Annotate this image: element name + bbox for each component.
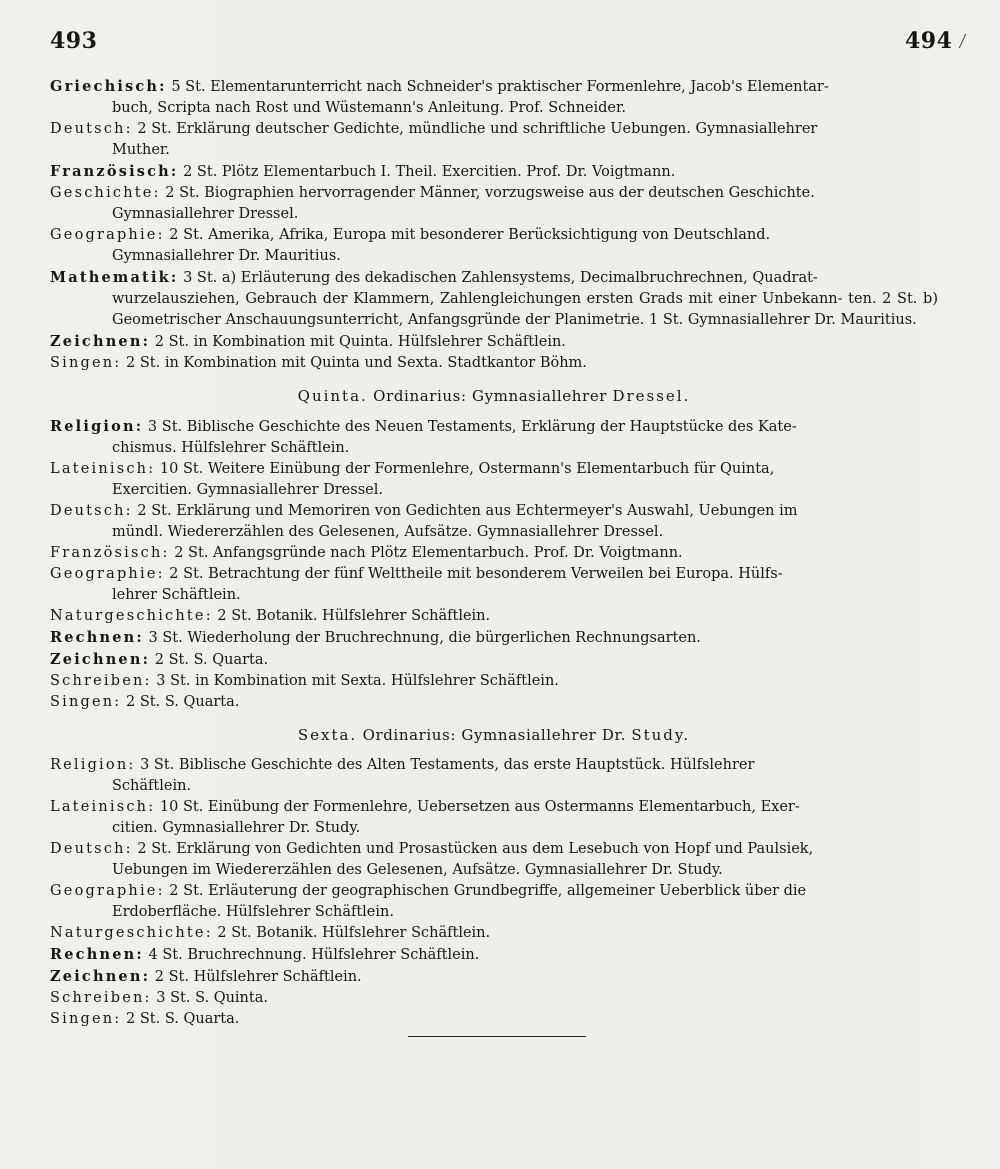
subject-description-continued: Gymnasiallehrer Dr. Mauritius. — [112, 248, 341, 264]
subject-description: 2 St. Erklärung und Memoriren von Gedichten aus Echtermeyer's Auswahl, Uebungen im — [137, 503, 798, 519]
subject-label: Deutsch: — [50, 503, 133, 519]
subject-entry — [50, 988, 938, 1009]
subject-label: Rechnen: — [50, 946, 144, 963]
subject-entry — [50, 331, 938, 353]
subject-description: 3 St. S. Quinta. — [156, 990, 268, 1006]
subject-entry — [50, 966, 938, 988]
subject-label: Geographie: — [50, 227, 165, 243]
subject-entry — [50, 881, 938, 923]
ordinarius-label: Ordinarius: Gymnasiallehrer Dr. — [362, 726, 626, 744]
subject-description: 5 St. Elementarunterricht nach Schneider's praktischer Formenlehre, Jacob's Elementar- — [171, 79, 829, 95]
subject-description: 2 St. Erklärung deutscher Gedichte, mündliche und schriftliche Uebungen. Gymnasiallehrer — [137, 121, 818, 137]
subject-entry — [50, 606, 938, 627]
subject-description: 10 St. Weitere Einübung der Formenlehre, Ostermann's Elementarbuch für Quinta, — [159, 461, 775, 477]
subject-entry — [50, 459, 938, 501]
subject-description-continued: mündl. Wiedererzählen des Gelesenen, Aufsätze. Gymnasiallehrer Dressel. — [112, 524, 664, 540]
subject-entry — [50, 543, 938, 564]
subject-entry — [50, 692, 938, 713]
class-heading — [50, 384, 938, 408]
subject-description-continued: wurzelausziehen, Gebrauch der Klammern, Zahlengleichungen ersten Grads mit einer Unbekann- ten. 2 St. b) Geometrischer Anschauungsunterricht, Anfangsgründe der Planimetrie. 1 St. Gymnasiallehrer Dr. Mauritius. — [112, 291, 938, 328]
subject-entry — [50, 267, 938, 331]
subject-label: Naturgeschichte: — [50, 925, 213, 941]
footer-rule — [408, 1036, 586, 1037]
subject-description: 2 St. in Kombination mit Quinta. Hülfslehrer Schäftlein. — [154, 334, 566, 350]
subject-entry — [50, 501, 938, 543]
subject-description-continued: Muther. — [112, 142, 170, 158]
subject-description: 2 St. Plötz Elementarbuch I. Theil. Exercitien. Prof. Dr. Voigtmann. — [183, 164, 676, 180]
subject-description: 2 St. S. Quarta. — [154, 652, 269, 668]
subject-description-continued: Schäftlein. — [112, 778, 192, 794]
subject-description: 3 St. in Kombination mit Sexta. Hülfslehrer Schäftlein. — [156, 673, 559, 689]
subject-entry — [50, 76, 938, 119]
subject-description: 2 St. Anfangsgründe nach Plötz Elementarbuch. Prof. Dr. Voigtmann. — [174, 545, 683, 561]
subject-label: Deutsch: — [50, 841, 133, 857]
subject-entry — [50, 944, 938, 966]
page-number-right: 494 — [905, 28, 953, 54]
subject-label: Deutsch: — [50, 121, 133, 137]
class-name: Sexta. — [297, 726, 358, 744]
subject-description: 2 St. Botanik. Hülfslehrer Schäftlein. — [217, 608, 491, 624]
subject-label: Griechisch: — [50, 78, 167, 95]
subject-description: 3 St. Biblische Geschichte des Alten Testaments, das erste Hauptstück. Hülfslehrer — [140, 757, 755, 773]
subject-description-continued: Uebungen im Wiedererzählen des Gelesenen, Aufsätze. Gymnasiallehrer Dr. Study. — [112, 862, 723, 878]
subject-description: 2 St. Erklärung von Gedichten und Prosastücken aus dem Lesebuch von Hopf und Paulsiek, — [137, 841, 814, 857]
subject-entry — [50, 755, 938, 797]
subject-description-continued: Erdoberfläche. Hülfslehrer Schäftlein. — [112, 904, 394, 920]
subject-label: Französisch: — [50, 163, 179, 180]
margin-mark — [959, 34, 975, 48]
subject-entry — [50, 1009, 938, 1030]
subject-description: 2 St. in Kombination mit Quinta und Sexta. Stadtkantor Böhm. — [126, 355, 587, 371]
subject-description-continued: Gymnasiallehrer Dressel. — [112, 206, 299, 222]
subject-label: Geschichte: — [50, 185, 161, 201]
subject-description: 3 St. Wiederholung der Bruchrechnung, die bürgerlichen Rechnungsarten. — [148, 630, 701, 646]
subject-description-continued: Exercitien. Gymnasiallehrer Dressel. — [112, 482, 383, 498]
subject-description: 2 St. Biographien hervorragender Männer, vorzugsweise aus der deutschen Geschichte. — [165, 185, 815, 201]
subject-description: 2 St. Amerika, Afrika, Europa mit besonderer Berücksichtigung von Deutschland. — [169, 227, 771, 243]
page-number-left: 493 — [50, 28, 98, 54]
subject-label: Zeichnen: — [50, 651, 151, 668]
ordinarius-label: Ordinarius: Gymnasiallehrer — [373, 387, 608, 405]
subject-label: Französisch: — [50, 545, 170, 561]
subject-label: Singen: — [50, 1011, 122, 1027]
subject-entry — [50, 671, 938, 692]
subject-description: 3 St. a) Erläuterung des dekadischen Zahlensystems, Decimalbruchrechnen, Quadrat- — [183, 270, 818, 286]
subject-label: Zeichnen: — [50, 333, 151, 350]
subject-description: 2 St. Erläuterung der geographischen Grundbegriffe, allgemeiner Ueberblick über die — [169, 883, 807, 899]
subject-label: Singen: — [50, 694, 122, 710]
lesson-plan-text — [50, 76, 938, 1030]
subject-description-continued: lehrer Schäftlein. — [112, 587, 241, 603]
subject-entry — [50, 416, 938, 459]
subject-description: 2 St. Hülfslehrer Schäftlein. — [154, 969, 362, 985]
subject-description-continued: citien. Gymnasiallehrer Dr. Study. — [112, 820, 361, 836]
subject-description-continued: buch, Scripta nach Rost und Wüstemann's Anleitung. Prof. Schneider. — [112, 100, 626, 116]
subject-description: 4 St. Bruchrechnung. Hülfslehrer Schäftlein. — [148, 947, 480, 963]
subject-label: Geographie: — [50, 883, 165, 899]
subject-entry — [50, 353, 938, 374]
ordinarius-name: Study. — [631, 726, 691, 744]
subject-label: Zeichnen: — [50, 968, 151, 985]
subject-entry — [50, 225, 938, 267]
subject-description: 3 St. Biblische Geschichte des Neuen Testaments, Erklärung der Hauptstücke des Kate- — [147, 419, 797, 435]
subject-label: Religion: — [50, 757, 136, 773]
subject-description: 2 St. S. Quarta. — [126, 694, 240, 710]
subject-entry — [50, 923, 938, 944]
subject-label: Religion: — [50, 418, 144, 435]
subject-entry — [50, 161, 938, 183]
subject-label: Schreiben: — [50, 990, 152, 1006]
subject-entry — [50, 183, 938, 225]
subject-entry — [50, 797, 938, 839]
subject-description: 2 St. S. Quarta. — [126, 1011, 240, 1027]
subject-entry — [50, 564, 938, 606]
subject-label: Lateinisch: — [50, 461, 156, 477]
class-name: Quinta. — [297, 387, 368, 405]
subject-label: Schreiben: — [50, 673, 152, 689]
subject-label: Naturgeschichte: — [50, 608, 213, 624]
subject-entry — [50, 119, 938, 161]
subject-description-continued: chismus. Hülfslehrer Schäftlein. — [112, 440, 350, 456]
class-heading — [50, 723, 938, 747]
subject-label: Lateinisch: — [50, 799, 156, 815]
subject-description: 2 St. Botanik. Hülfslehrer Schäftlein. — [217, 925, 491, 941]
subject-description: 10 St. Einübung der Formenlehre, Uebersetzen aus Ostermanns Elementarbuch, Exer- — [159, 799, 800, 815]
subject-entry — [50, 839, 938, 881]
subject-label: Rechnen: — [50, 629, 144, 646]
subject-description: 2 St. Betrachtung der fünf Welttheile mit besonderem Verweilen bei Europa. Hülfs- — [169, 566, 783, 582]
subject-label: Singen: — [50, 355, 122, 371]
subject-entry — [50, 627, 938, 649]
subject-entry — [50, 649, 938, 671]
subject-label: Mathematik: — [50, 269, 179, 286]
subject-label: Geographie: — [50, 566, 165, 582]
ordinarius-name: Dressel. — [612, 387, 691, 405]
